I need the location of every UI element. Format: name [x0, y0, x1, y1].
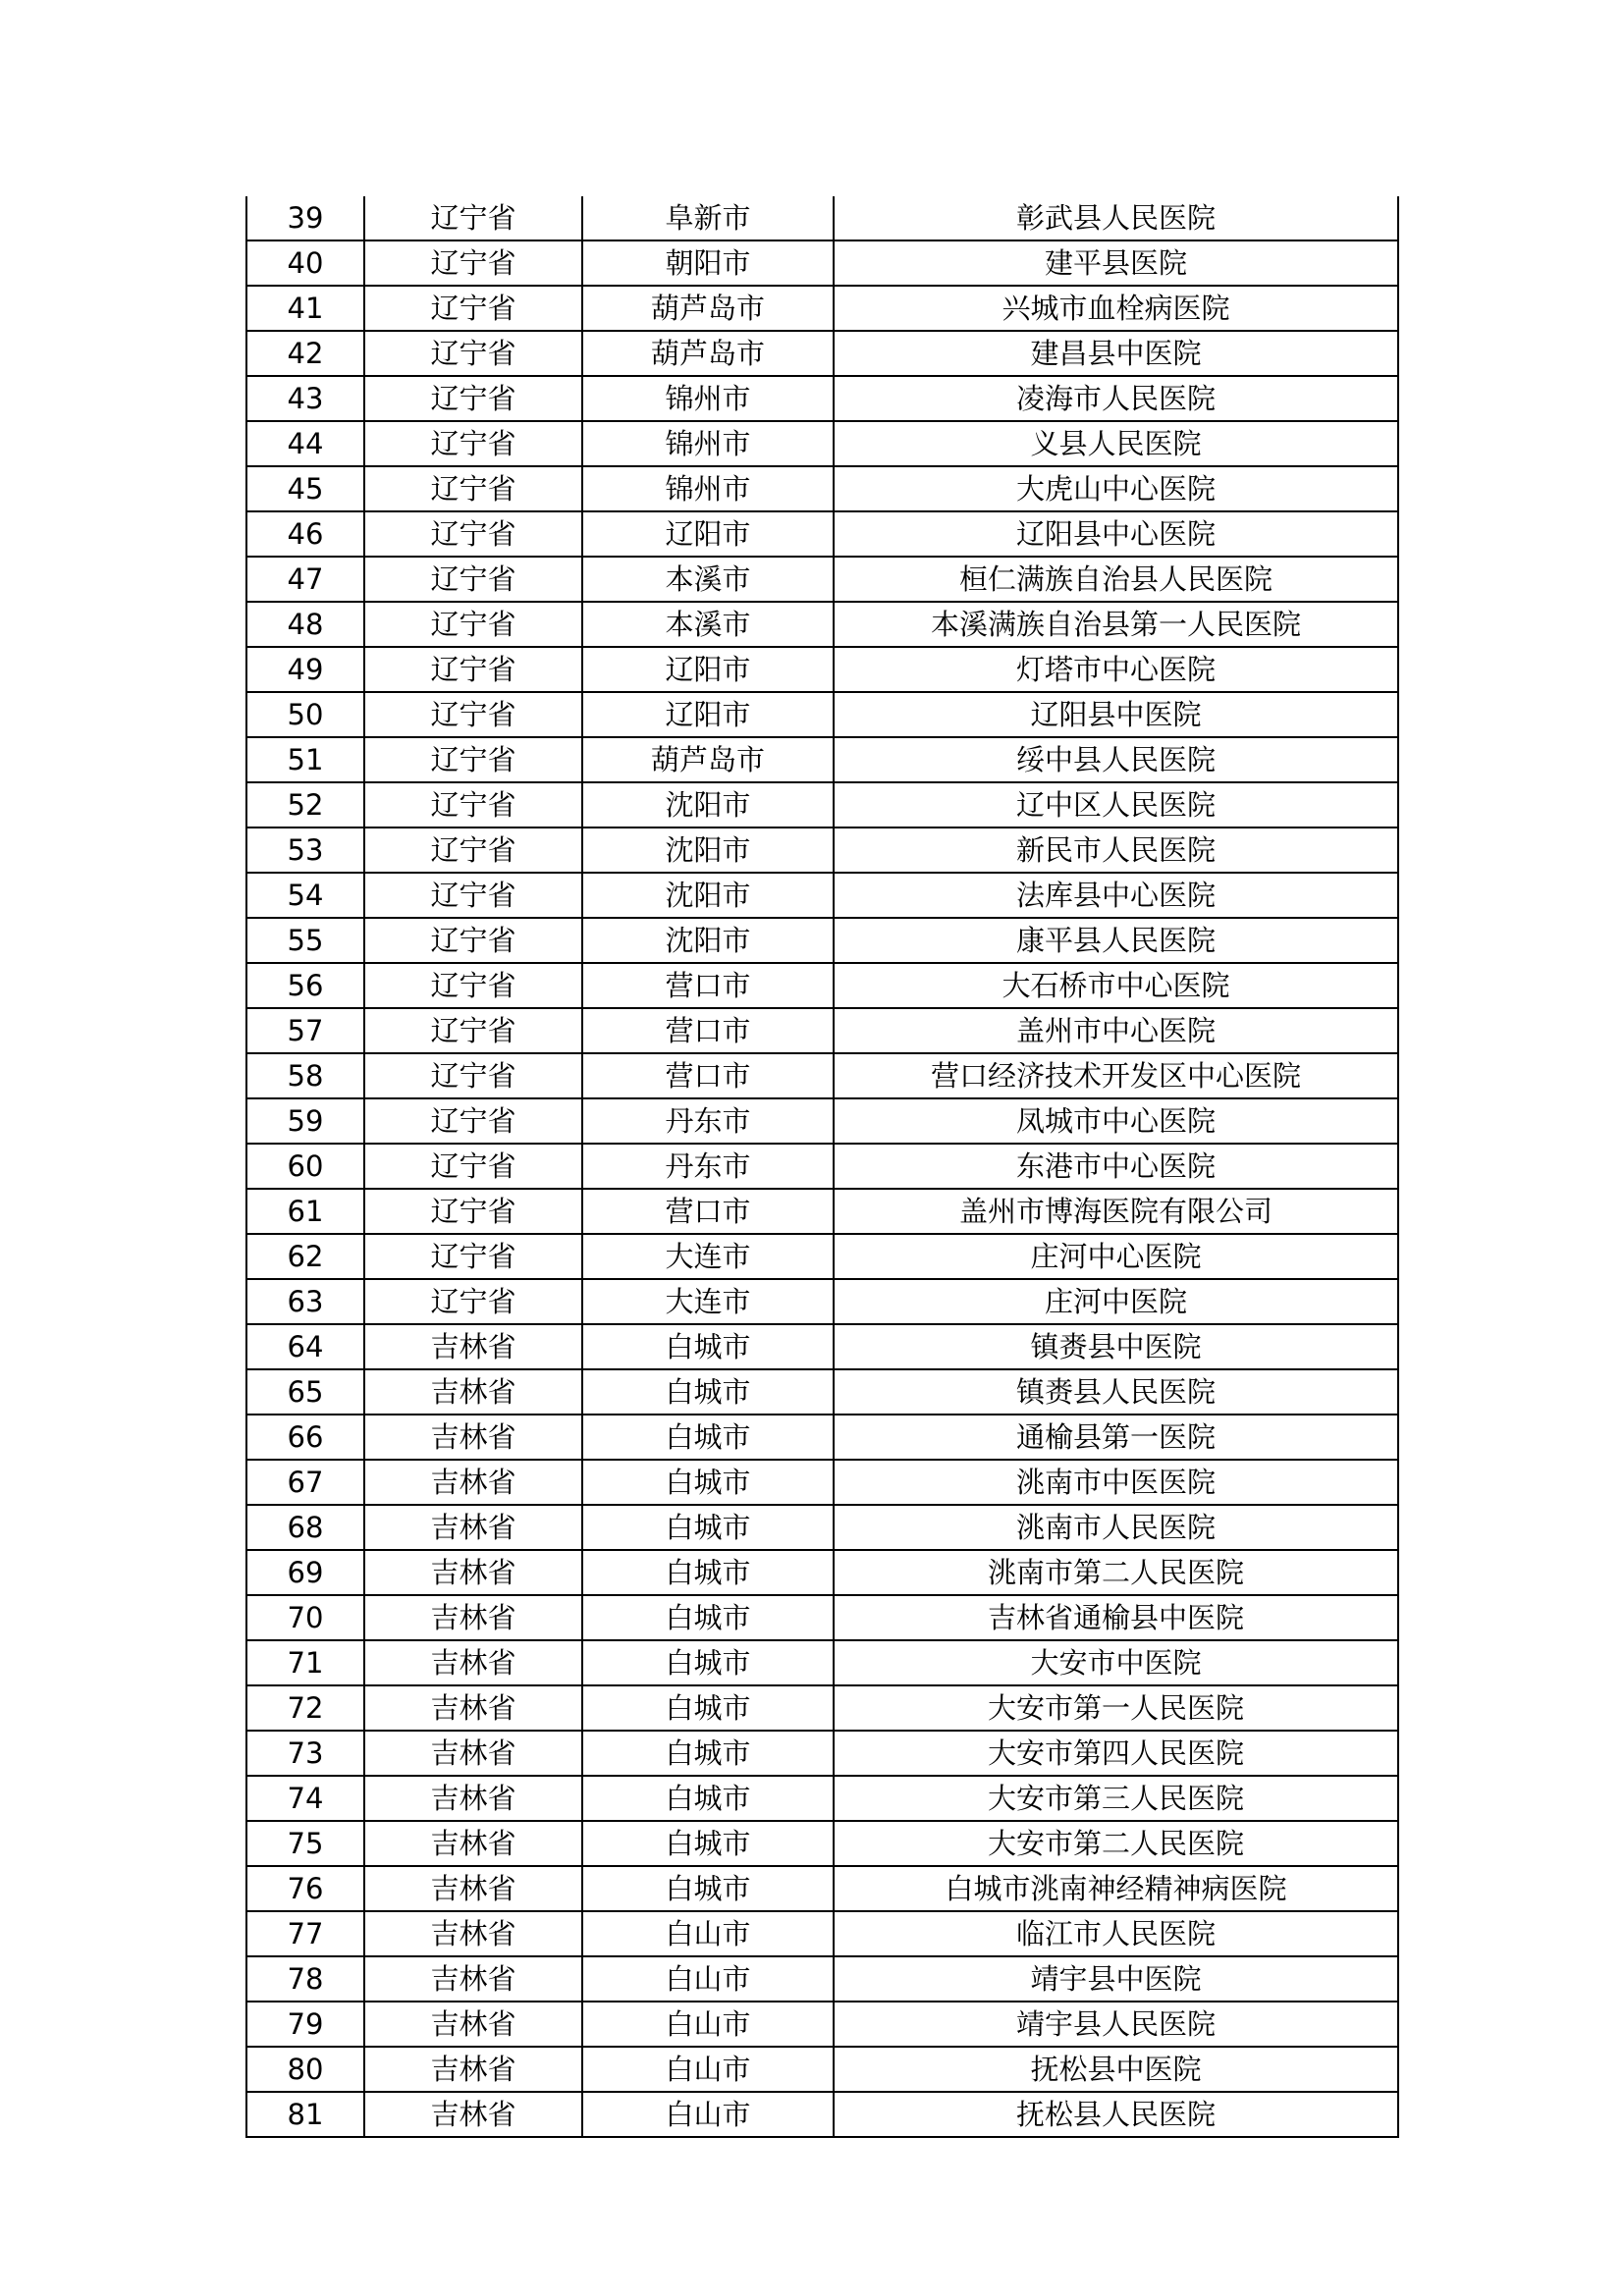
province-cell: 辽宁省 — [364, 1098, 582, 1144]
province-cell: 辽宁省 — [364, 511, 582, 557]
city-cell: 辽阳市 — [582, 647, 834, 692]
hospital-name-cell: 临江市人民医院 — [834, 1911, 1398, 1956]
hospital-table-body — [246, 196, 1398, 2137]
row-number-cell: 57 — [246, 1008, 364, 1053]
row-number-cell: 50 — [246, 692, 364, 737]
province-cell: 吉林省 — [364, 1550, 582, 1595]
table-row — [246, 1505, 1398, 1550]
row-number-cell: 54 — [246, 873, 364, 918]
province-cell: 辽宁省 — [364, 737, 582, 782]
row-number-cell: 65 — [246, 1369, 364, 1415]
city-cell: 朝阳市 — [582, 240, 834, 286]
city-cell: 葫芦岛市 — [582, 737, 834, 782]
province-cell: 辽宁省 — [364, 196, 582, 240]
row-number-cell: 73 — [246, 1731, 364, 1776]
city-cell: 白山市 — [582, 2092, 834, 2137]
hospital-table — [245, 196, 1399, 2138]
table-row — [246, 2047, 1398, 2092]
city-cell: 丹东市 — [582, 1098, 834, 1144]
row-number-cell: 78 — [246, 1956, 364, 2002]
row-number-cell: 66 — [246, 1415, 364, 1460]
table-row — [246, 782, 1398, 828]
table-row — [246, 240, 1398, 286]
table-row — [246, 828, 1398, 873]
table-row — [246, 1189, 1398, 1234]
city-cell: 葫芦岛市 — [582, 286, 834, 331]
table-row — [246, 376, 1398, 421]
hospital-name-cell: 凌海市人民医院 — [834, 376, 1398, 421]
city-cell: 营口市 — [582, 1189, 834, 1234]
hospital-name-cell: 洮南市人民医院 — [834, 1505, 1398, 1550]
city-cell: 大连市 — [582, 1279, 834, 1324]
province-cell: 辽宁省 — [364, 240, 582, 286]
hospital-name-cell: 本溪满族自治县第一人民医院 — [834, 602, 1398, 647]
province-cell: 辽宁省 — [364, 647, 582, 692]
table-row — [246, 918, 1398, 963]
hospital-name-cell: 盖州市博海医院有限公司 — [834, 1189, 1398, 1234]
row-number-cell: 59 — [246, 1098, 364, 1144]
row-number-cell: 81 — [246, 2092, 364, 2137]
city-cell: 营口市 — [582, 963, 834, 1008]
city-cell: 白城市 — [582, 1369, 834, 1415]
city-cell: 沈阳市 — [582, 873, 834, 918]
table-row — [246, 963, 1398, 1008]
table-row — [246, 286, 1398, 331]
province-cell: 吉林省 — [364, 1595, 582, 1640]
hospital-name-cell: 建昌县中医院 — [834, 331, 1398, 376]
province-cell: 吉林省 — [364, 1369, 582, 1415]
hospital-name-cell: 白城市洮南神经精神病医院 — [834, 1866, 1398, 1911]
province-cell: 辽宁省 — [364, 466, 582, 511]
province-cell: 吉林省 — [364, 1505, 582, 1550]
province-cell: 辽宁省 — [364, 331, 582, 376]
hospital-name-cell: 法库县中心医院 — [834, 873, 1398, 918]
city-cell: 白山市 — [582, 2047, 834, 2092]
table-row — [246, 331, 1398, 376]
table-row — [246, 511, 1398, 557]
row-number-cell: 39 — [246, 196, 364, 240]
hospital-name-cell: 大安市第二人民医院 — [834, 1821, 1398, 1866]
city-cell: 锦州市 — [582, 376, 834, 421]
city-cell: 白山市 — [582, 1956, 834, 2002]
province-cell: 吉林省 — [364, 1685, 582, 1731]
city-cell: 辽阳市 — [582, 692, 834, 737]
province-cell: 吉林省 — [364, 2092, 582, 2137]
city-cell: 本溪市 — [582, 557, 834, 602]
province-cell: 辽宁省 — [364, 602, 582, 647]
province-cell: 辽宁省 — [364, 1279, 582, 1324]
city-cell: 白城市 — [582, 1866, 834, 1911]
city-cell: 本溪市 — [582, 602, 834, 647]
city-cell: 白城市 — [582, 1550, 834, 1595]
table-row — [246, 1821, 1398, 1866]
table-row — [246, 1098, 1398, 1144]
hospital-name-cell: 大安市第三人民医院 — [834, 1776, 1398, 1821]
province-cell: 辽宁省 — [364, 692, 582, 737]
table-row — [246, 1550, 1398, 1595]
table-row — [246, 2092, 1398, 2137]
row-number-cell: 62 — [246, 1234, 364, 1279]
city-cell: 白城市 — [582, 1731, 834, 1776]
hospital-name-cell: 抚松县中医院 — [834, 2047, 1398, 2092]
row-number-cell: 55 — [246, 918, 364, 963]
province-cell: 辽宁省 — [364, 828, 582, 873]
province-cell: 吉林省 — [364, 1911, 582, 1956]
table-row — [246, 1776, 1398, 1821]
row-number-cell: 74 — [246, 1776, 364, 1821]
table-row — [246, 602, 1398, 647]
province-cell: 辽宁省 — [364, 1008, 582, 1053]
hospital-name-cell: 辽阳县中心医院 — [834, 511, 1398, 557]
row-number-cell: 64 — [246, 1324, 364, 1369]
row-number-cell: 63 — [246, 1279, 364, 1324]
hospital-name-cell: 大安市第四人民医院 — [834, 1731, 1398, 1776]
province-cell: 辽宁省 — [364, 1144, 582, 1189]
row-number-cell: 60 — [246, 1144, 364, 1189]
row-number-cell: 67 — [246, 1460, 364, 1505]
province-cell: 辽宁省 — [364, 918, 582, 963]
row-number-cell: 43 — [246, 376, 364, 421]
province-cell: 吉林省 — [364, 1460, 582, 1505]
table-row — [246, 1956, 1398, 2002]
table-row — [246, 1640, 1398, 1685]
city-cell: 白山市 — [582, 1911, 834, 1956]
row-number-cell: 48 — [246, 602, 364, 647]
table-row — [246, 1731, 1398, 1776]
hospital-name-cell: 大石桥市中心医院 — [834, 963, 1398, 1008]
row-number-cell: 58 — [246, 1053, 364, 1098]
province-cell: 吉林省 — [364, 2047, 582, 2092]
city-cell: 大连市 — [582, 1234, 834, 1279]
province-cell: 吉林省 — [364, 1956, 582, 2002]
table-row — [246, 1911, 1398, 1956]
city-cell: 营口市 — [582, 1053, 834, 1098]
row-number-cell: 41 — [246, 286, 364, 331]
hospital-name-cell: 大虎山中心医院 — [834, 466, 1398, 511]
province-cell: 吉林省 — [364, 1866, 582, 1911]
table-row — [246, 647, 1398, 692]
hospital-name-cell: 大安市中医院 — [834, 1640, 1398, 1685]
hospital-name-cell: 镇赉县中医院 — [834, 1324, 1398, 1369]
hospital-name-cell: 洮南市中医医院 — [834, 1460, 1398, 1505]
table-row — [246, 1008, 1398, 1053]
hospital-name-cell: 盖州市中心医院 — [834, 1008, 1398, 1053]
hospital-name-cell: 桓仁满族自治县人民医院 — [834, 557, 1398, 602]
row-number-cell: 49 — [246, 647, 364, 692]
table-row — [246, 1279, 1398, 1324]
row-number-cell: 68 — [246, 1505, 364, 1550]
hospital-name-cell: 靖宇县中医院 — [834, 1956, 1398, 2002]
row-number-cell: 56 — [246, 963, 364, 1008]
table-row — [246, 1369, 1398, 1415]
table-row — [246, 196, 1398, 240]
province-cell: 吉林省 — [364, 1640, 582, 1685]
hospital-name-cell: 彰武县人民医院 — [834, 196, 1398, 240]
table-row — [246, 557, 1398, 602]
row-number-cell: 76 — [246, 1866, 364, 1911]
city-cell: 白城市 — [582, 1415, 834, 1460]
city-cell: 阜新市 — [582, 196, 834, 240]
row-number-cell: 71 — [246, 1640, 364, 1685]
table-row — [246, 2002, 1398, 2047]
hospital-name-cell: 建平县医院 — [834, 240, 1398, 286]
table-row — [246, 1234, 1398, 1279]
city-cell: 营口市 — [582, 1008, 834, 1053]
row-number-cell: 46 — [246, 511, 364, 557]
city-cell: 沈阳市 — [582, 782, 834, 828]
table-row — [246, 1415, 1398, 1460]
hospital-name-cell: 吉林省通榆县中医院 — [834, 1595, 1398, 1640]
row-number-cell: 79 — [246, 2002, 364, 2047]
row-number-cell: 69 — [246, 1550, 364, 1595]
hospital-name-cell: 康平县人民医院 — [834, 918, 1398, 963]
city-cell: 锦州市 — [582, 421, 834, 466]
city-cell: 锦州市 — [582, 466, 834, 511]
table-row — [246, 692, 1398, 737]
hospital-name-cell: 庄河中医院 — [834, 1279, 1398, 1324]
row-number-cell: 61 — [246, 1189, 364, 1234]
table-row — [246, 1053, 1398, 1098]
table-row — [246, 421, 1398, 466]
city-cell: 白城市 — [582, 1324, 834, 1369]
row-number-cell: 44 — [246, 421, 364, 466]
row-number-cell: 70 — [246, 1595, 364, 1640]
province-cell: 辽宁省 — [364, 557, 582, 602]
city-cell: 白城市 — [582, 1776, 834, 1821]
row-number-cell: 77 — [246, 1911, 364, 1956]
hospital-name-cell: 凤城市中心医院 — [834, 1098, 1398, 1144]
province-cell: 辽宁省 — [364, 286, 582, 331]
hospital-name-cell: 兴城市血栓病医院 — [834, 286, 1398, 331]
province-cell: 辽宁省 — [364, 376, 582, 421]
city-cell: 白城市 — [582, 1505, 834, 1550]
city-cell: 白城市 — [582, 1640, 834, 1685]
city-cell: 沈阳市 — [582, 828, 834, 873]
hospital-name-cell: 灯塔市中心医院 — [834, 647, 1398, 692]
city-cell: 沈阳市 — [582, 918, 834, 963]
row-number-cell: 40 — [246, 240, 364, 286]
table-row — [246, 1144, 1398, 1189]
table-row — [246, 737, 1398, 782]
row-number-cell: 52 — [246, 782, 364, 828]
hospital-name-cell: 营口经济技术开发区中心医院 — [834, 1053, 1398, 1098]
hospital-name-cell: 新民市人民医院 — [834, 828, 1398, 873]
row-number-cell: 53 — [246, 828, 364, 873]
province-cell: 吉林省 — [364, 1776, 582, 1821]
hospital-name-cell: 靖宇县人民医院 — [834, 2002, 1398, 2047]
table-row — [246, 1595, 1398, 1640]
province-cell: 辽宁省 — [364, 421, 582, 466]
hospital-name-cell: 庄河中心医院 — [834, 1234, 1398, 1279]
city-cell: 白城市 — [582, 1685, 834, 1731]
table-row — [246, 1866, 1398, 1911]
province-cell: 吉林省 — [364, 2002, 582, 2047]
city-cell: 辽阳市 — [582, 511, 834, 557]
hospital-name-cell: 绥中县人民医院 — [834, 737, 1398, 782]
province-cell: 辽宁省 — [364, 782, 582, 828]
hospital-name-cell: 义县人民医院 — [834, 421, 1398, 466]
province-cell: 辽宁省 — [364, 1234, 582, 1279]
hospital-name-cell: 通榆县第一医院 — [834, 1415, 1398, 1460]
table-row — [246, 1460, 1398, 1505]
province-cell: 吉林省 — [364, 1731, 582, 1776]
city-cell: 白城市 — [582, 1595, 834, 1640]
row-number-cell: 72 — [246, 1685, 364, 1731]
hospital-name-cell: 抚松县人民医院 — [834, 2092, 1398, 2137]
row-number-cell: 75 — [246, 1821, 364, 1866]
province-cell: 吉林省 — [364, 1415, 582, 1460]
row-number-cell: 51 — [246, 737, 364, 782]
table-row — [246, 1324, 1398, 1369]
hospital-name-cell: 东港市中心医院 — [834, 1144, 1398, 1189]
hospital-name-cell: 镇赉县人民医院 — [834, 1369, 1398, 1415]
city-cell: 白城市 — [582, 1821, 834, 1866]
row-number-cell: 42 — [246, 331, 364, 376]
province-cell: 辽宁省 — [364, 1189, 582, 1234]
province-cell: 吉林省 — [364, 1821, 582, 1866]
row-number-cell: 47 — [246, 557, 364, 602]
table-row — [246, 873, 1398, 918]
hospital-name-cell: 大安市第一人民医院 — [834, 1685, 1398, 1731]
province-cell: 辽宁省 — [364, 1053, 582, 1098]
city-cell: 白山市 — [582, 2002, 834, 2047]
city-cell: 葫芦岛市 — [582, 331, 834, 376]
hospital-name-cell: 辽阳县中医院 — [834, 692, 1398, 737]
hospital-name-cell: 洮南市第二人民医院 — [834, 1550, 1398, 1595]
row-number-cell: 45 — [246, 466, 364, 511]
table-row — [246, 1685, 1398, 1731]
province-cell: 辽宁省 — [364, 963, 582, 1008]
hospital-name-cell: 辽中区人民医院 — [834, 782, 1398, 828]
row-number-cell: 80 — [246, 2047, 364, 2092]
table-row — [246, 466, 1398, 511]
province-cell: 辽宁省 — [364, 873, 582, 918]
city-cell: 白城市 — [582, 1460, 834, 1505]
city-cell: 丹东市 — [582, 1144, 834, 1189]
province-cell: 吉林省 — [364, 1324, 582, 1369]
